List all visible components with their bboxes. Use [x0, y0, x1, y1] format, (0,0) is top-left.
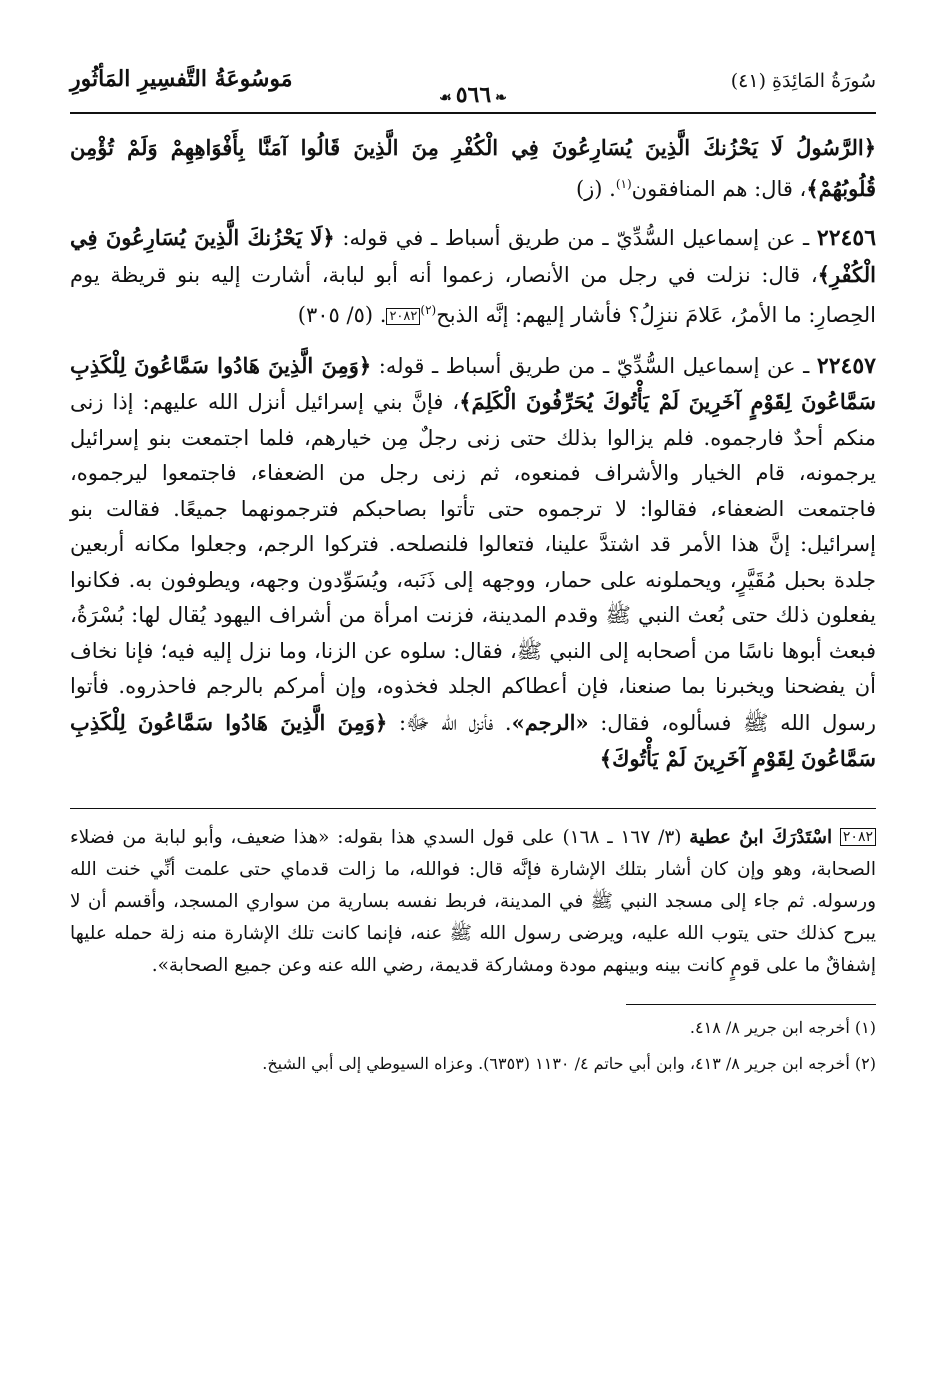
paragraph-tail: . (ز)	[575, 176, 616, 201]
narration-intro: ـ عن إسماعيل السُّدِّيّ ـ من طريق أسباط ـ في قوله:	[334, 226, 817, 250]
footnotes	[70, 1013, 876, 1079]
ornament-icon: ☙	[439, 90, 452, 106]
paragraph-1	[70, 130, 876, 207]
page-header	[70, 56, 876, 114]
narration-number: ٢٢٤٥٦	[816, 225, 877, 251]
commentary-ref-box: ٢٠٨٢	[386, 308, 420, 325]
divider	[70, 808, 876, 809]
footnote-ref: (٢)	[420, 303, 437, 317]
commentary-number-box: ٢٠٨٢	[840, 828, 876, 846]
surah-title: سُورَةُ المَائِدَةِ (٤١)	[730, 70, 876, 92]
commentary-note	[70, 821, 876, 982]
ornament-icon: ❧	[495, 90, 507, 106]
bold-quote: «الرجم»	[511, 709, 589, 735]
footnote-ref: (١)	[615, 176, 632, 191]
page-number	[425, 82, 521, 108]
paragraph-3	[70, 348, 876, 778]
paragraph-text: ، قال: هم المنافقون	[631, 176, 807, 201]
paragraph-tail: . (٥/ ٣٠٥)	[297, 303, 387, 327]
quran-verse: ﴿وَمِنَ الَّذِينَ هَادُوا سَمَّاعُونَ لِلْكَذِبِ سَمَّاعُونَ لِقَوْمٍ آخَرِينَ لَمْ يَأْتُوكَ يُحَرِّفُونَ الْكَلِمَ﴾	[70, 352, 876, 414]
commentary-text: (٣/ ١٦٧ ـ ١٦٨) على قول السدي هذا بقوله: «هذا ضعيف، وأبو لبابة من فضلاء الصحابة، وهو وإن كان أشار بتلك الإشارة فإنَّه قال: فوالله، ما زالت قدماي حتى علمت أنِّي خنت الله ورسوله. ثم جاء إلى مسجد النبي ﷺ في المدينة، فربط نفسه بسارية من سواري المسجد، وأقسم أن لا يبرح كذلك حتى يتوب الله عليه، ويرضى رسول الله ﷺ عنه، فإنما كانت تلك الإشارة منه زلة حمله عليها إشفاقٌ ما على قومٍ كانت بينه وبينهم مودة ومشاركة قديمة، رضي الله عنه وعن جميع الصحابة».	[70, 826, 876, 976]
page-number-value: ٥٦٦	[455, 82, 492, 108]
main-text	[70, 130, 876, 778]
paragraph-2	[70, 220, 876, 335]
paragraph-text: ، فإنَّ بني إسرائيل أنزل الله عليهم: إذا زنى منكم أحدٌ فارجموه. فلم يزالوا بذلك حتى زنى رجلٌ مِن خيارهم، فلما اجتمعت بنو إسرائيل يرجمونه، قام الخيار والأشراف فمنعوه، ثم زنى رجل من الضعفاء، فاجتمعوا ليرجموه، فاجتمعت الضعفاء، فقالوا: لا ترجموه حتى تأتوا بصاحبكم فترجمونهما جميعًا. فقالت بنو إسرائيل: إنَّ هذا الأمر قد اشتدَّ علينا، فتعالوا فلنصلحه. فتركوا الرجم، وجعلوا مكانه أربعين جلدة بحبل مُقَيَّرٍ، ويحملونه على حمار، ووجهه إلى ذَنَبه، ويُسَوِّدون وجهه، ويطوفون به. فكانوا يفعلون ذلك حتى بُعث النبي ﷺ وقدم المدينة، فزنت امرأة من أشراف اليهود يُقال لها: بُسْرَةُ، فبعث أبوها ناسًا من أصحابه إلى النبي ﷺ، فقال: سلوه عن الزنا، وما نزل إليه فيه؛ فإنا نخاف أن يفضحنا ويخبرنا بما صنعنا، فإن أعطاكم الجلد فخذوه، وإن أمركم بالرجم فاحذروه. فأتوا رسول الله ﷺ فسألوه، فقال:	[70, 390, 876, 735]
narration-intro: ـ عن إسماعيل السُّدِّيّ ـ من طريق أسباط ـ قوله:	[371, 353, 817, 378]
commentary-head: اسْتَدْرَكَ ابنُ عطية	[689, 826, 833, 848]
footnote-2: (٢) أخرجه ابن جرير ٨/ ٤١٣، وابن أبي حاتم ٤/ ١١٣٠ (٦٣٥٣). وعزاه السيوطي إلى أبي الشيخ.	[262, 1053, 876, 1073]
quran-verse-2: ﴿وَمِنَ الَّذِينَ هَادُوا سَمَّاعُونَ لِلْكَذِبِ سَمَّاعُونَ لِقَوْمٍ آخَرِينَ لَمْ يَأْتُوكَ﴾	[70, 709, 876, 771]
paragraph-text: ، قال: نزلت في رجل من الأنصار، زعموا أنه أبو لبابة، أشارت إليه بنو قريظة يوم الحِصارِ: ما الأمرُ، عَلامَ ننزِلُ؟ فأشار إليهم: إنَّه الذبح	[70, 262, 876, 327]
page	[70, 56, 876, 1085]
footnote-1: (١) أخرجه ابن جرير ٨/ ٤١٨.	[689, 1017, 876, 1037]
quran-verse: ﴿لَا يَحْزُنكَ الَّذِينَ يُسَارِعُونَ فِي الْكُفْرِ﴾	[70, 225, 876, 287]
book-title: مَوسُوعَةُ التَّفسِيرِ المَأثُورِ	[70, 66, 293, 92]
paragraph-text-2: . فأنزل الله ﷻ:	[387, 710, 512, 735]
quran-verse: ﴿الرَّسُولُ لَا يَحْزُنكَ الَّذِينَ يُسَارِعُونَ فِي الْكُفْرِ مِنَ الَّذِينَ قَالُوا آمَنَّا بِأَفْوَاهِهِمْ وَلَمْ تُؤْمِن قُلُوبُهُمْ﴾	[70, 135, 876, 201]
narration-number: ٢٢٤٥٧	[816, 352, 876, 379]
footnote-divider	[626, 1004, 876, 1005]
